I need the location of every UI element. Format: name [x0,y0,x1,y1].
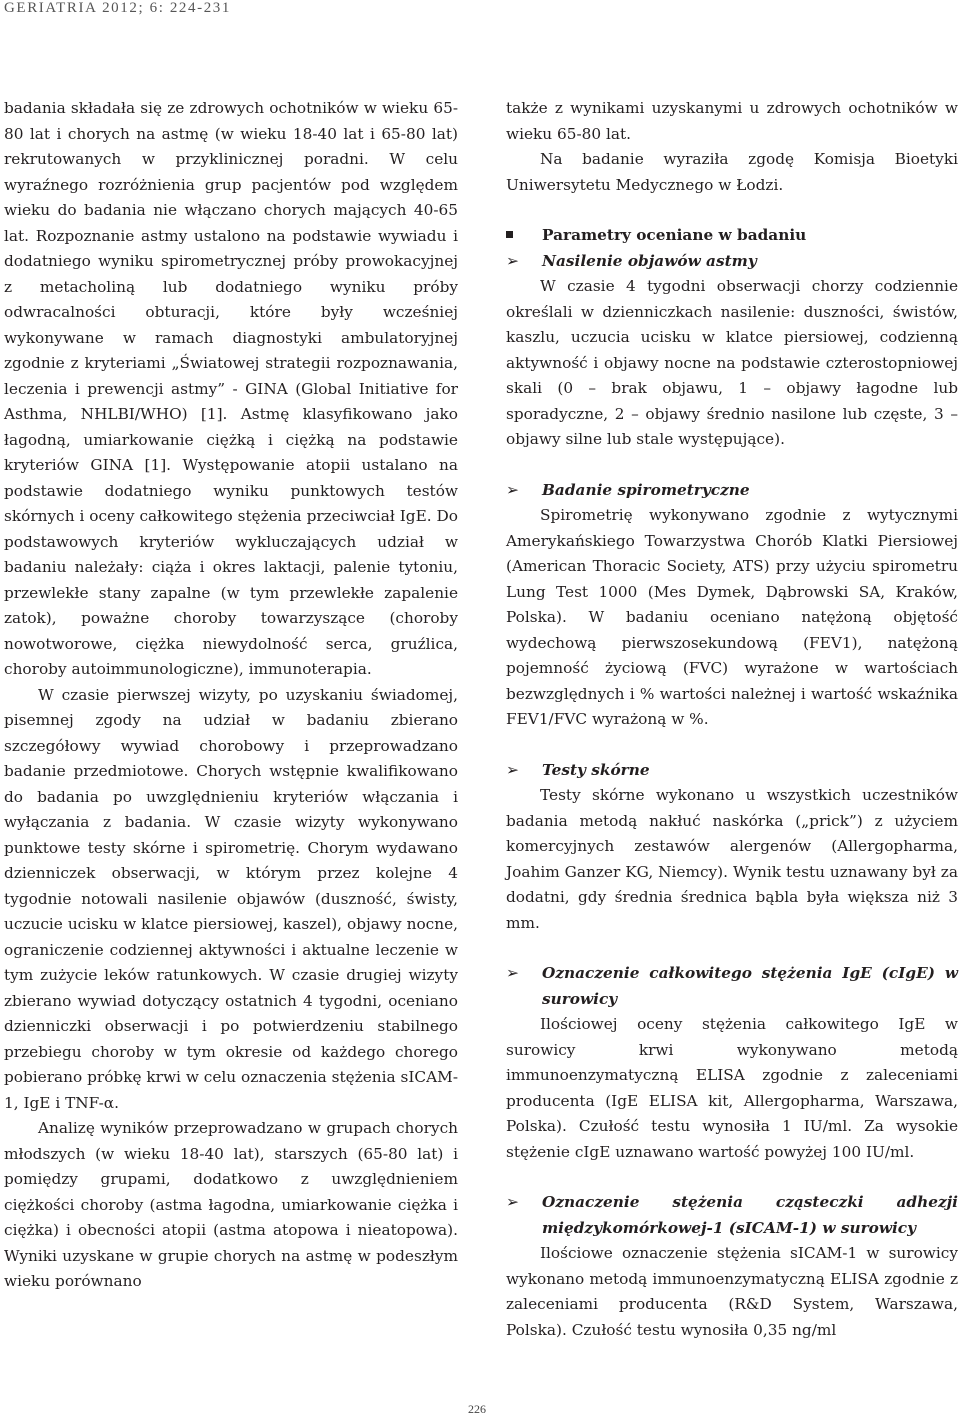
spacer [506,1165,958,1190]
right-paragraph-1: także z wynikami uzyskanymi u zdrowych ochotników w wieku 65-80 lat. [506,99,958,143]
arrowhead-bullet-icon: ➢ [506,1193,519,1211]
subsection-heading-text: Testy skórne [542,760,650,779]
right-column [506,96,958,1343]
right-paragraph-2: Na badanie wyraziła zgodę Komisja Bioetyki Uniwersytetu Medycznego w Łodzi. [506,150,958,194]
section-heading [506,223,958,249]
running-header: GERIATRIA 2012; 6: 224-231 [4,0,232,16]
arrowhead-bullet-icon: ➢ [506,760,519,779]
left-paragraph-2: W czasie pierwszej wizyty, po uzyskaniu świadomej, pisemnej zgody na udział w badaniu zbierano szczegółowy wywiad chorobowy i przeprowadzano badanie przedmiotowe. Chorych wstępnie kwalifikowano do badania po uwzględnieniu kryteriów włączania i wyłączania z badania. W czasie wizyty wykonywano punktowe testy skórne i spirometrię. Chorym wydawano dzienniczek obserwacji, w którym przez kolejne 4 tygodnie notowali nasilenie objawów (duszność, świsty, uczucie ucisku w klatce piersiowej, kaszel), objawy nocne, ograniczenie codziennej aktywności i aktualne leczenie w tym zużycie leków ratunkowych. W czasie drugiej wizyty zbierano wywiad dotyczący ostatnich 4 tygodni, oceniano dzienniczki obserwacji i po potwierdzeniu stabilnego przebiegu choroby w tym okresie od każdego chorego pobierano próbkę krwi w celu oznaczenia stężenia sICAM-1, IgE i TNF-α. [4,685,459,1112]
subsection-heading-text: Oznaczenie całkowitego stężenia IgE (cIgE) w surowicy [542,964,958,1008]
square-bullet-icon [506,231,513,238]
spacer [506,453,958,478]
subsection-heading-text: Badanie spirometryczne [542,480,750,499]
subsection-text-spirometry: Spirometrię wykonywano zgodnie z wytycznymi Amerykańskiego Towarzystwa Chorób Klatki Piersiowej (American Thoracic Society, ATS) przy użyciu spirometru Lung Test 1000 (Mes Dymek, Dąbrowski SA, Kraków, Polska). W badaniu oceniano natężoną objętość wydechową pierwszosekundową (FEV1), natężoną pojemność życiową (FVC) wyrażone w wartościach bezwzględnych i % wartości należnej i wartość wskaźnika FEV1/FVC wyrażoną w %. [506,506,958,728]
subsection-text-ige: Ilościowej oceny stężenia całkowitego IgE w surowicy krwi wykonywano metodą immunoenzymatyczną ELISA zgodnie z zaleceniami producenta (IgE ELISA kit, Allergopharma, Warszawa, Polska). Czułość testu wynosiła 1 IU/ml. Za wysokie stężenie cIgE uznawano wartość powyżej 100 IU/ml. [506,1015,958,1161]
spacer [506,198,958,223]
subsection-text-symptoms: W czasie 4 tygodni obserwacji chorzy codziennie określali w dzienniczkach nasilenie: duszności, świstów, kaszlu, uczucia ucisku w klatce piersiowej, codzienną aktywność i objawy nocne na podstawie czterostopniowej skali (0 – brak objawu, 1 – objawy łagodne lub sporadyczne, 2 – objawy średnio nasilone lub częste, 3 – objawy silne lub stale występujące). [506,277,958,448]
left-column [4,96,458,1295]
subsection-text-skin-tests: Testy skórne wykonano u wszystkich uczestników badania metodą nakłuć naskórka („prick”) z użyciem komercyjnych zestawów alergenów (Allergopharma, Joahim Ganzer KG, Niemcy). Wynik testu uznawany był za dodatni, gdy średnia średnica bąbla była większa niż 3 mm. [506,786,958,932]
arrowhead-bullet-icon: ➢ [506,251,519,270]
page-number: 226 [468,1402,486,1416]
left-paragraph-3: Analizę wyników przeprowadzano w grupach chorych młodszych (w wieku 18-40 lat), starszych (65-80 lat) i pomiędzy grupami, dodatkowo z uwzględnieniem ciężkości choroby (astma łagodna, umiarkowanie ciężka i ciężka) i obecności atopii (astma atopowa i nieatopowa). Wyniki uzyskane w grupie chorych na astmę w podeszłym wieku porównano [4,1119,458,1290]
subsection-text-sicam: Ilościowe oznaczenie stężenia sICAM-1 w surowicy wykonano metodą immunoenzymatyczną ELISA zgodnie z zaleceniami producenta (R&D System, Warszawa, Polska). Czułość testu wynosiła 0,35 ng/ml [506,1244,958,1339]
subsection-heading-text: Nasilenie objawów astmy [542,251,757,270]
section-heading-text: Parametry oceniane w badaniu [542,226,807,244]
subsection-heading-text: Oznaczenie stężenia cząsteczki adhezji międzykomórkowej-1 (sICAM-1) w surowicy [542,1193,958,1237]
subsection-heading-spirometry [506,478,958,504]
subsection-heading-sicam [506,1190,958,1241]
left-paragraph-1: badania składała się ze zdrowych ochotników w wieku 65-80 lat i chorych na astmę (w wieku 18-40 lat i 65-80 lat) rekrutowanych w przyklinicznej poradni. W celu wyraźnego rozróżnienia grup pacjentów pod względem wieku do badania nie włączano chorych mających 40-65 lat. Rozpoznanie astmy ustalono na podstawie wywiadu i dodatniego wyniku spirometrycznej próby prowokacyjnej z metacholiną lub dodatniego wyniku próby odwracalności obturacji, które były wcześniej wykonywane w ramach diagnostyki ambulatoryjnej zgodnie z kryteriami „Światowej strategii rozpoznawania, leczenia i prewencji astmy” - GINA (Global Initiative for Asthma, NHLBI/WHO) [1]. Astmę klasyfikowano jako łagodną, umiarkowanie ciężką i ciężką na podstawie kryteriów GINA [1]. Występowanie atopii ustalano na podstawie dodatniego wyniku punktowych testów skórnych i oceny całkowitego stężenia przeciwciał IgE. Do podstawowych kryteriów wykluczających udział w badaniu należały: ciąża i okres laktacji, palenie tytoniu, przewlekłe stany zapalne (w tym przewlekłe zapalenie zatok), poważne choroby towarzyszące (choroby nowotworowe, ciężka niewydolność serca, gruźlica, choroby autoimmunologiczne), immunoterapia. [4,99,458,678]
subsection-heading-ige [506,961,958,1012]
arrowhead-bullet-icon: ➢ [506,480,519,499]
spacer [506,733,958,758]
spacer [506,936,958,961]
arrowhead-bullet-icon: ➢ [506,964,519,982]
subsection-heading-symptoms [506,249,958,275]
subsection-heading-skin-tests [506,758,958,784]
